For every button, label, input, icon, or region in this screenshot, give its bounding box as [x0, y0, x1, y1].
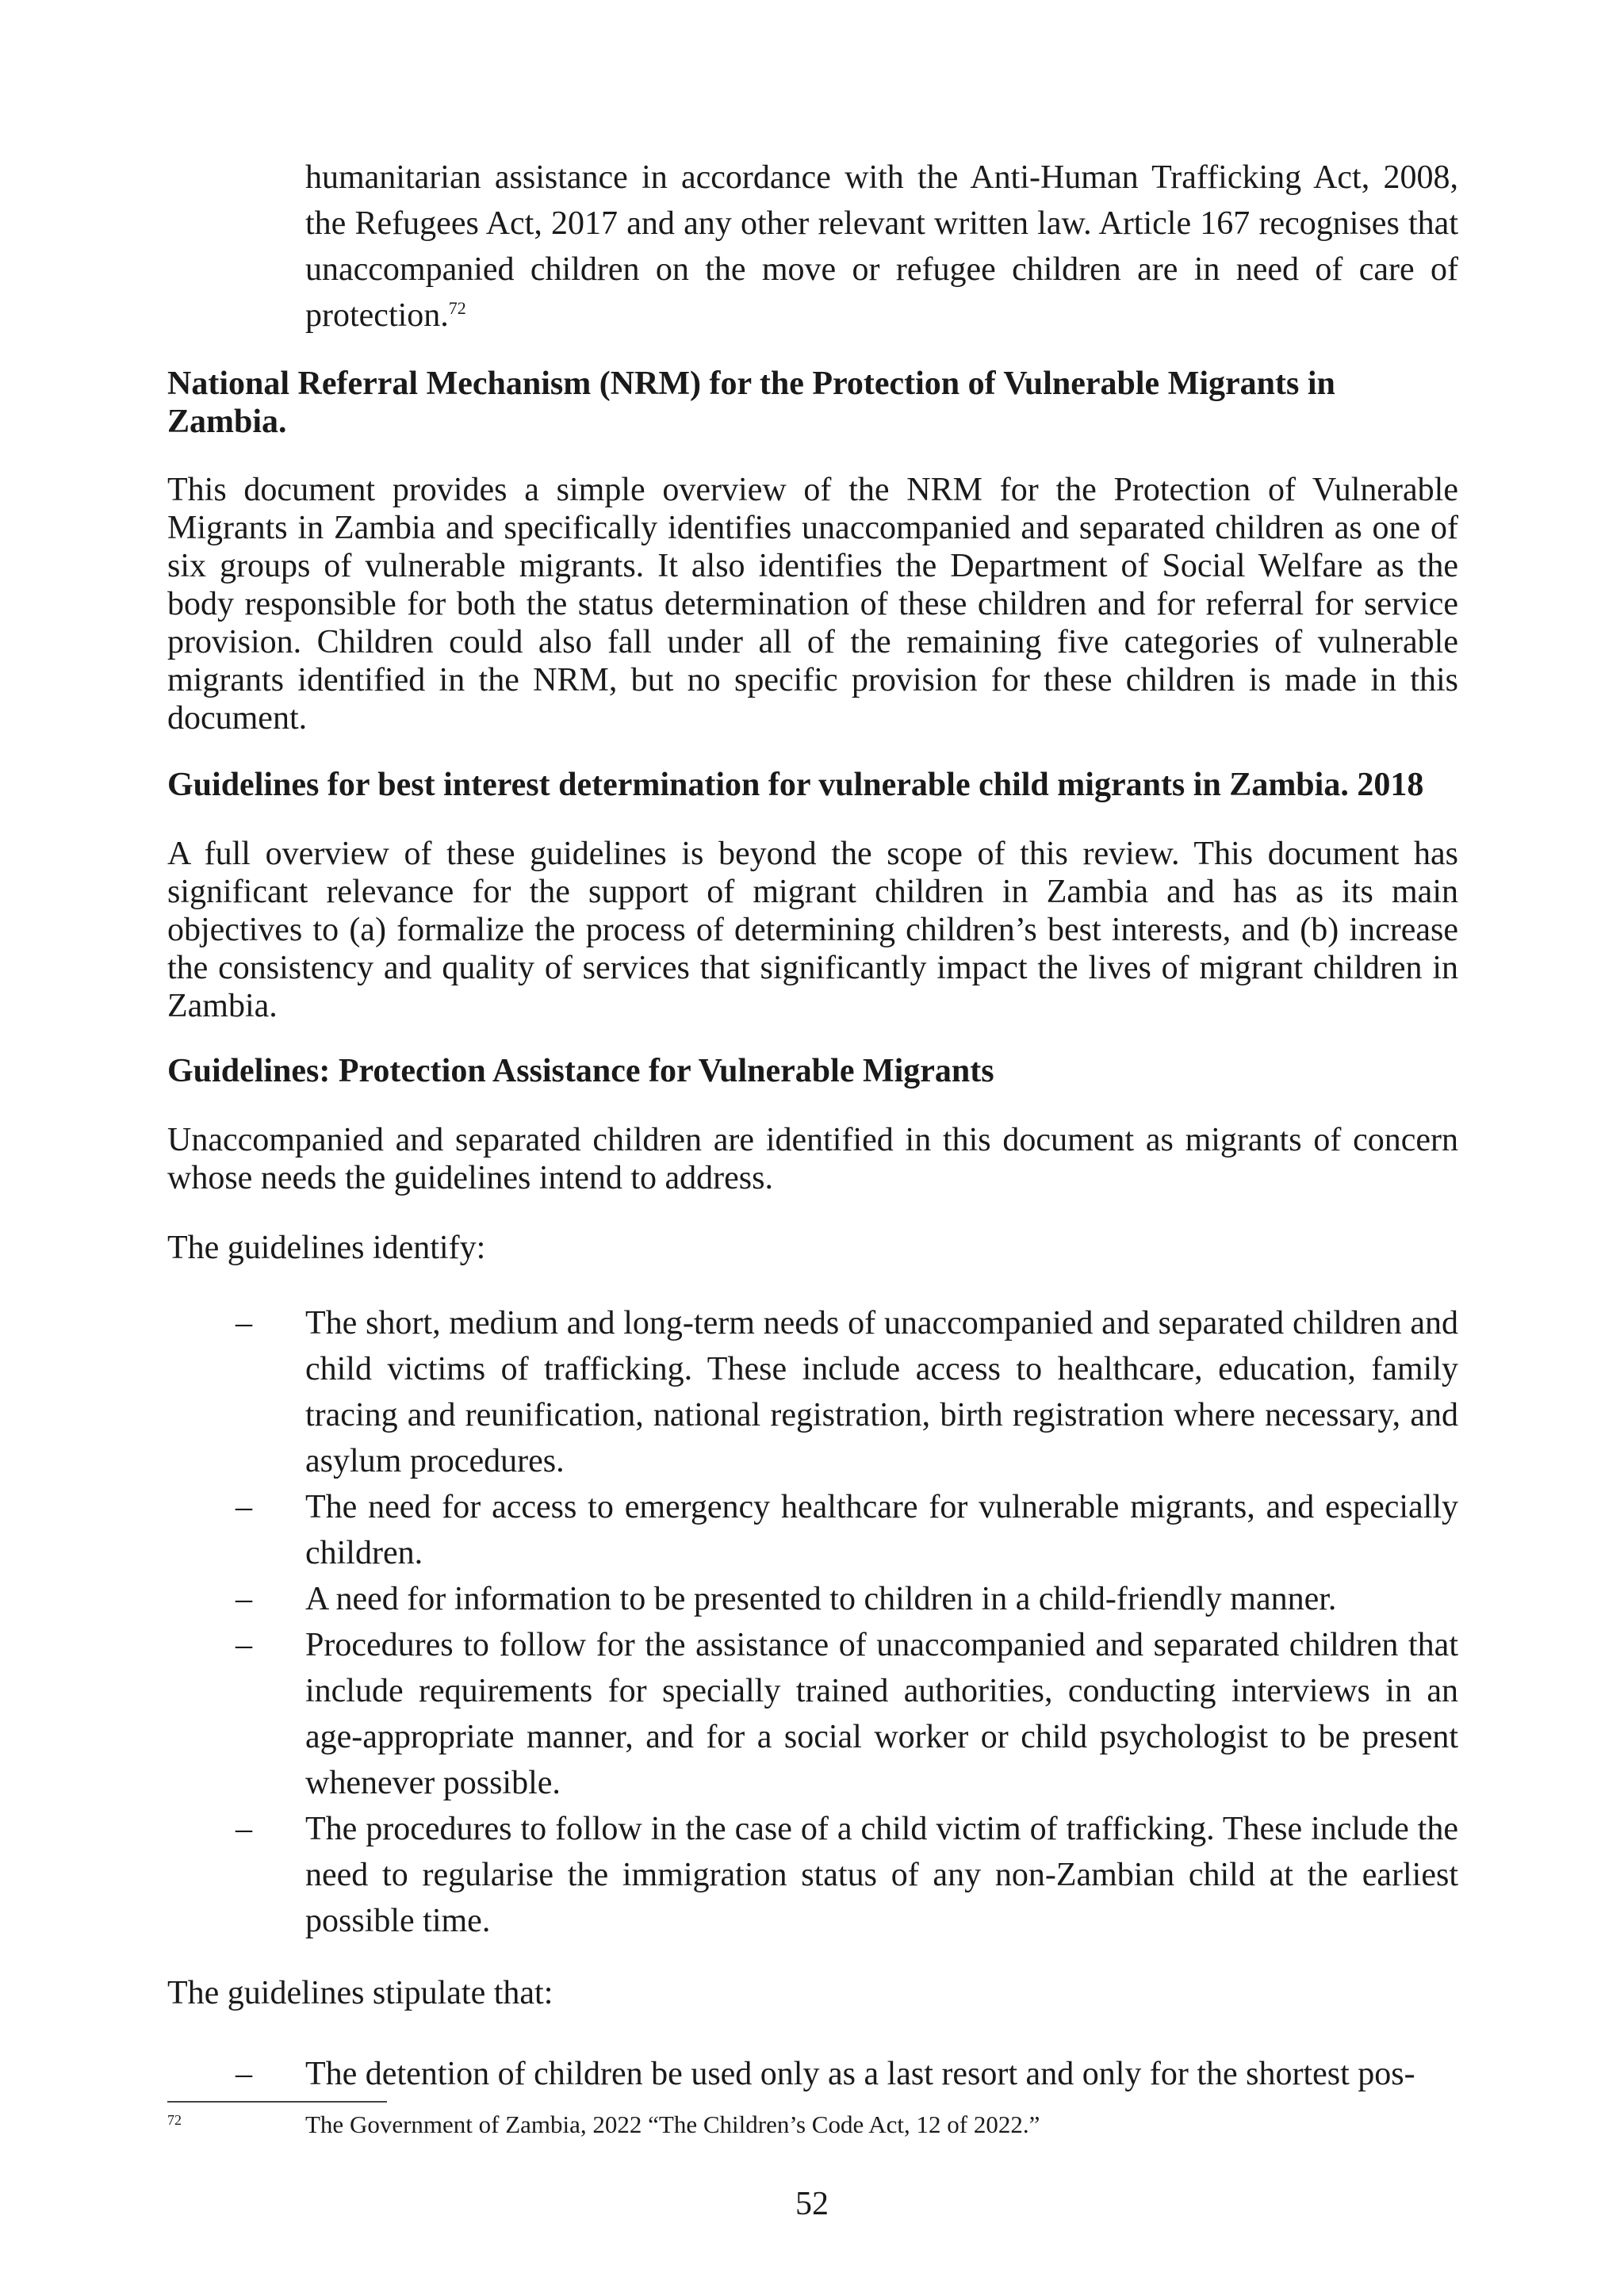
nrm-heading: National Referral Mechanism (NRM) for the Protection of Vulnerable Migrants in Zambia. — [167, 365, 1335, 440]
stipulate-lead: The guidelines stipulate that: — [167, 1975, 553, 2011]
dash-bullet: – — [236, 1489, 252, 1525]
list-item — [0, 1806, 1624, 1944]
footnote-text: The Government of Zambia, 2022 “The Children’s Code Act, 12 of 2022.” — [305, 2110, 1040, 2138]
list-item-text: The need for access to emergency healthcare for vulnerable migrants, and especially children. — [305, 1489, 1458, 1571]
list-item-text: Procedures to follow for the assistance of unaccompanied and separated children that include requirements for specially trained authorities, conducting interviews in an age-appropriate manner, and for a social worker or child psychologist to be present whenever possible. — [305, 1627, 1458, 1801]
list-item — [0, 1300, 1624, 1484]
identify-lead: The guidelines identify: — [167, 1230, 486, 1266]
list-item — [0, 2051, 1624, 2097]
list-item-text: The short, medium and long-term needs of unaccompanied and separated children and child victims of trafficking. These include access to healthcare, education, family tracing and reunification, national registration, birth registration where necessary, and asylum procedures. — [305, 1305, 1458, 1479]
footnote — [167, 2109, 1458, 2141]
nrm-paragraph: This document provides a simple overview of the NRM for the Protection of Vulnerable Migrants in Zambia and specifically identifies unaccompanied and separated children as one of six groups of vulnerable migrants. It also identifies the Department of Social Welfare as the body responsible for both the status determination of these children and for referral for service provision. Children could also fall under all of the remaining five categories of vulnerable migrants identified in the NRM, but no specific provision for these children is made in this document. — [167, 472, 1458, 737]
dash-bullet: – — [236, 1627, 252, 1663]
intro-paragraph-text: humanitarian assistance in accordance with the Anti-Human Trafficking Act, 2008, the Refugees Act, 2017 and any other relevant written law. Article 167 recognises that unaccompanied children on the move or refugee children are in need of care of protection. — [305, 159, 1458, 334]
dash-bullet: – — [236, 2056, 252, 2092]
list-item-text: A need for information to be presented to children in a child-friendly manner. — [305, 1581, 1337, 1617]
dash-bullet: – — [236, 1305, 252, 1341]
list-item — [0, 1622, 1624, 1806]
footnote-number: 72 — [167, 2112, 182, 2128]
dash-bullet: – — [236, 1811, 252, 1847]
protection-paragraph: Unaccompanied and separated children are identified in this document as migrants of concern whose needs the guidelines intend to address. — [167, 1122, 1458, 1196]
bid-paragraph: A full overview of these guidelines is beyond the scope of this review. This document has significant relevance for the support of migrant children in Zambia and has as its main objectives to (a) formalize the process of determining children’s best interests, and (b) increase the consistency and quality of services that significantly impact the lives of migrant children in Zambia. — [167, 836, 1458, 1024]
stipulate-list — [0, 2051, 1624, 2097]
footnote-reference: 72 — [448, 298, 466, 318]
page-number: 52 — [795, 2186, 829, 2222]
dash-bullet: – — [236, 1581, 252, 1617]
list-item — [0, 1484, 1624, 1576]
intro-paragraph — [305, 155, 1458, 339]
list-item-text: The procedures to follow in the case of a child victim of trafficking. These include the need to regularise the immigration status of any non-Zambian child at the earliest possible time. — [305, 1811, 1458, 1939]
list-item — [0, 1576, 1624, 1622]
bid-heading: Guidelines for best interest determination for vulnerable child migrants in Zambia. 2018 — [167, 767, 1424, 803]
footnote-divider — [167, 2101, 387, 2103]
identify-list — [0, 1300, 1624, 1944]
list-item-text: The detention of children be used only as a last resort and only for the shortest pos- — [305, 2056, 1415, 2092]
protection-heading: Guidelines: Protection Assistance for Vulnerable Migrants — [167, 1053, 994, 1089]
